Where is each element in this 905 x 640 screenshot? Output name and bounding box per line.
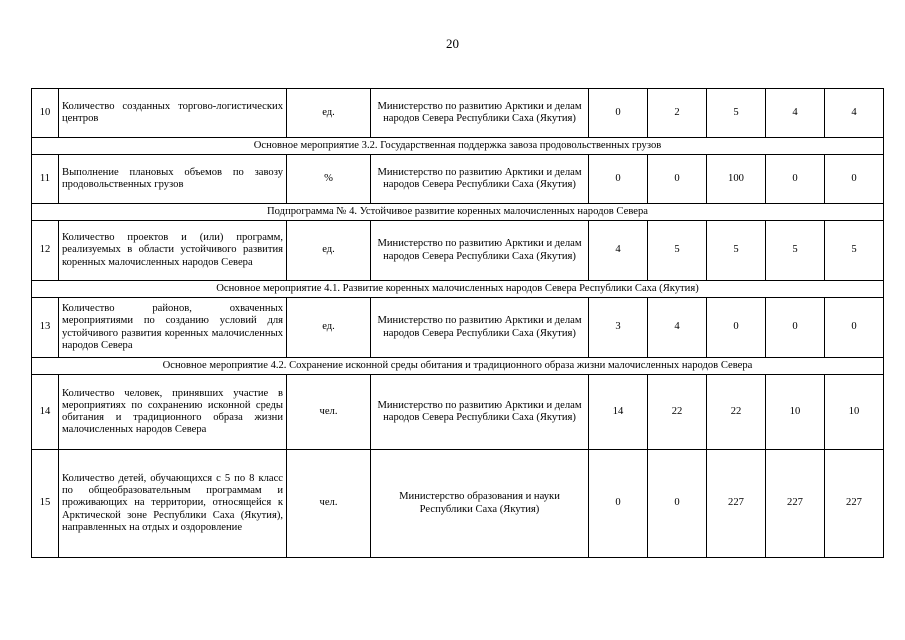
table-row [32,221,884,281]
responsible-executor: Министерство по развитию Арктики и делам народов Севера Республики Саха (Якутия) [371,155,589,204]
table-row [32,155,884,204]
responsible-executor: Министерство по развитию Арктики и делам народов Севера Республики Саха (Якутия) [371,298,589,358]
value-cell: 10 [766,375,825,450]
value-cell: 4 [825,89,884,138]
indicator-name: Выполнение плановых объемов по завозу продовольственных грузов [59,155,287,204]
responsible-executor: Министерство по развитию Арктики и делам народов Севера Республики Саха (Якутия) [371,89,589,138]
section-title: Основное мероприятие 3.2. Государственная поддержка завоза продовольственных грузов [32,138,884,155]
indicators-table [31,88,884,558]
value-cell: 5 [707,221,766,281]
value-cell: 227 [707,450,766,558]
value-cell: 2 [648,89,707,138]
row-number: 13 [32,298,59,358]
value-cell: 0 [589,450,648,558]
value-cell: 22 [648,375,707,450]
value-cell: 0 [825,155,884,204]
row-number: 12 [32,221,59,281]
value-cell: 0 [648,155,707,204]
row-number: 10 [32,89,59,138]
value-cell: 4 [648,298,707,358]
value-cell: 5 [766,221,825,281]
page-number: 20 [446,36,459,51]
value-cell: 5 [648,221,707,281]
unit-cell: чел. [287,450,371,558]
value-cell: 0 [766,298,825,358]
value-cell: 0 [589,89,648,138]
section-title: Основное мероприятие 4.2. Сохранение исконной среды обитания и традиционного образа жизни малочисленных народов Севера [32,358,884,375]
indicator-name: Количество созданных торгово-логистических центров [59,89,287,138]
unit-cell: ед. [287,89,371,138]
row-number: 14 [32,375,59,450]
value-cell: 5 [707,89,766,138]
section-title: Подпрограмма № 4. Устойчивое развитие коренных малочисленных народов Севера [32,204,884,221]
value-cell: 0 [648,450,707,558]
unit-cell: чел. [287,375,371,450]
value-cell: 4 [589,221,648,281]
responsible-executor: Министерство по развитию Арктики и делам народов Севера Республики Саха (Якутия) [371,375,589,450]
responsible-executor: Министерство по развитию Арктики и делам народов Севера Республики Саха (Якутия) [371,221,589,281]
indicator-name: Количество проектов и (или) программ, реализуемых в области устойчивого развития коренных малочисленных народов Севера [59,221,287,281]
section-row [32,138,884,155]
section-row [32,281,884,298]
row-number: 11 [32,155,59,204]
value-cell: 0 [825,298,884,358]
unit-cell: ед. [287,298,371,358]
row-number: 15 [32,450,59,558]
table-row [32,450,884,558]
responsible-executor: Министерство образования и науки Республики Саха (Якутия) [371,450,589,558]
section-title: Основное мероприятие 4.1. Развитие коренных малочисленных народов Севера Республики Саха (Якутия) [32,281,884,298]
indicator-name: Количество человек, принявших участие в мероприятиях по сохранению исконной среды обитания и традиционного образа жизни малочисленных народов Севера [59,375,287,450]
value-cell: 14 [589,375,648,450]
value-cell: 0 [589,155,648,204]
indicator-name: Количество районов, охваченных мероприятиями по созданию условий для устойчивого развития коренных малочисленных народов Севера [59,298,287,358]
value-cell: 5 [825,221,884,281]
table-row [32,298,884,358]
value-cell: 4 [766,89,825,138]
value-cell: 100 [707,155,766,204]
value-cell: 22 [707,375,766,450]
section-row [32,204,884,221]
value-cell: 10 [825,375,884,450]
indicator-name: Количество детей, обучающихся с 5 по 8 класс по общеобразовательным программам и проживающих на территории, относящейся к Арктической зоне Республики Саха (Якутия), направленных на отдых и оздоровление [59,450,287,558]
value-cell: 0 [707,298,766,358]
table-row [32,89,884,138]
value-cell: 0 [766,155,825,204]
section-row [32,358,884,375]
value-cell: 3 [589,298,648,358]
unit-cell: ед. [287,221,371,281]
unit-cell: % [287,155,371,204]
value-cell: 227 [825,450,884,558]
value-cell: 227 [766,450,825,558]
table-row [32,375,884,450]
